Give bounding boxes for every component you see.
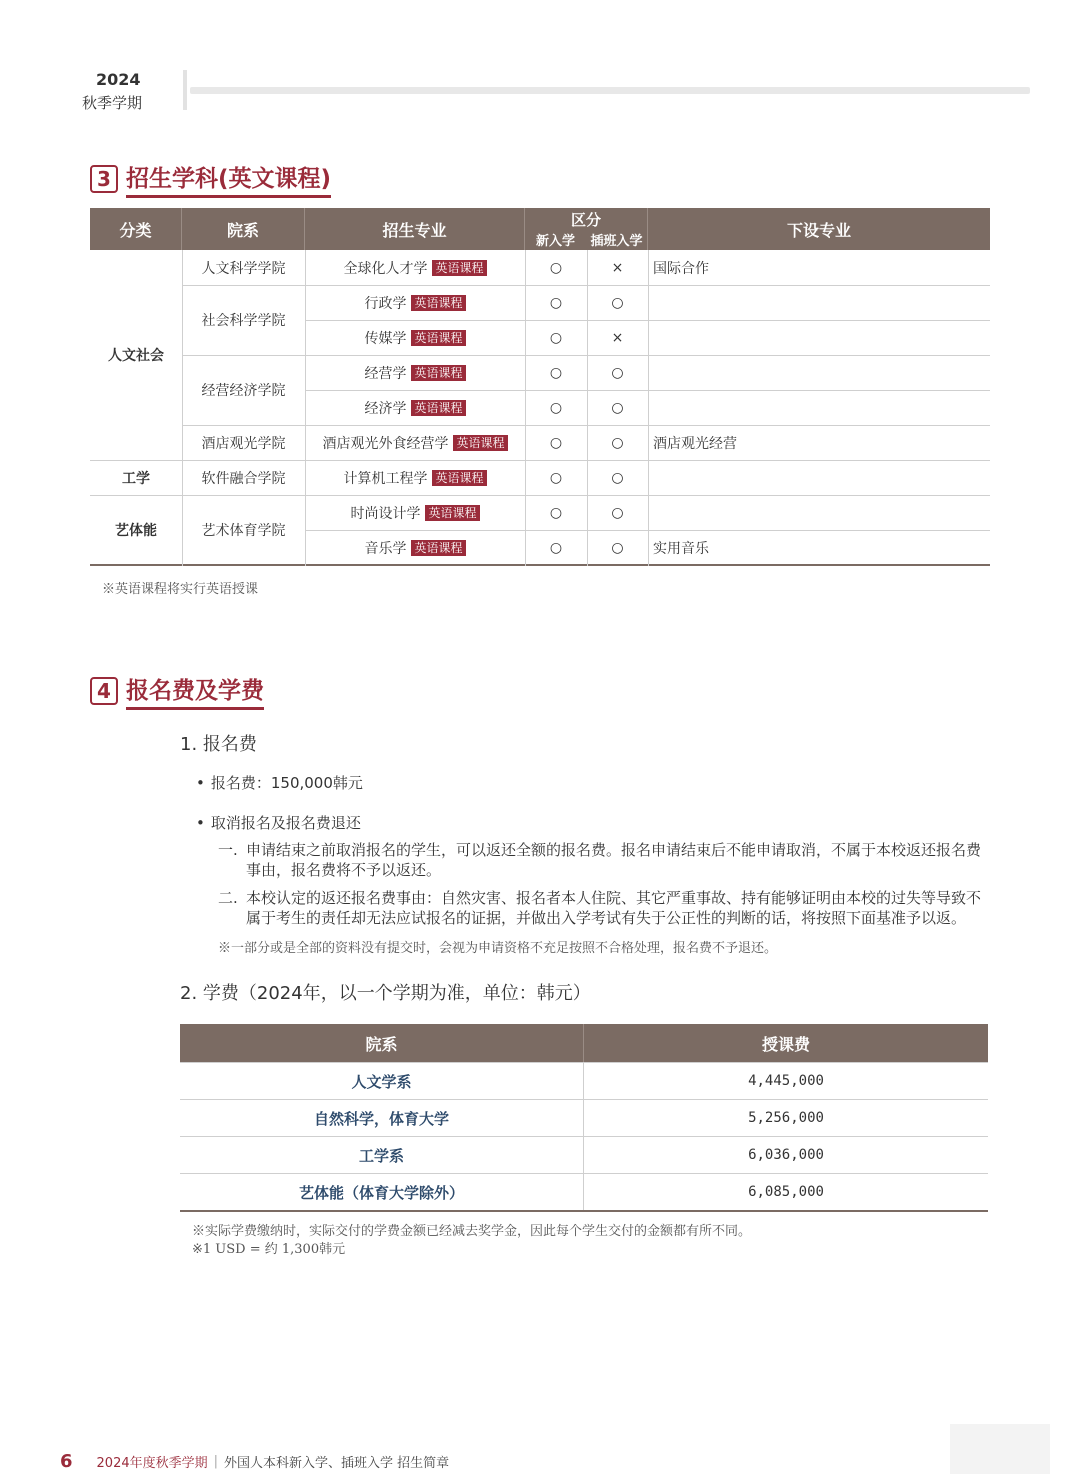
transfer-mark: ○ — [611, 434, 624, 451]
transfer-mark: ○ — [611, 539, 624, 556]
col-header-major: 招生专业 — [305, 208, 525, 250]
transfer-mark: ○ — [611, 469, 624, 486]
table-row — [180, 1062, 988, 1099]
transfer-mark: ○ — [611, 504, 624, 521]
dept-humanities-college: 人文科学学院 — [201, 260, 286, 277]
header-term: 秋季学期 — [82, 94, 143, 112]
new-entry-mark: ○ — [549, 364, 563, 381]
header-divider — [183, 70, 187, 110]
paragraph-text: 申请结束之前取消报名的学生，可以返还全额的报名费。报名申请结束后不能申请取消，不属于本校返还报名费事由，报名费将不予以返还。 — [246, 841, 982, 879]
major-name: 酒店观光外食经营学 — [322, 435, 449, 452]
tuition-fee: 6,036,000 — [748, 1147, 824, 1163]
paragraph-lead: 二. — [218, 889, 238, 907]
sub-major: 国际合作 — [653, 260, 709, 277]
paragraph-text: 本校认定的返还报名费事由：自然灾害、报名者本人住院、其它严重事故、持有能够证明由本校的过失等导致不属于考生的责任却无法应试报名的证据，并做出入学考试有失于公正性的判断的话，将按照下面基准予以返。 — [246, 889, 982, 927]
new-entry-mark: ○ — [549, 294, 563, 311]
col-header-division — [525, 208, 648, 250]
tuition-col-fee: 授课费 — [761, 1034, 810, 1054]
tuition-heading: 2. 学费（2024年，以一个学期为准，单位：韩元） — [180, 983, 591, 1004]
section4-title — [90, 672, 264, 710]
tuition-dept: 艺体能（体育大学除外） — [180, 1174, 584, 1210]
major-row — [305, 390, 525, 425]
col-header-transfer: 插班入学 — [590, 234, 643, 249]
new-entry-mark: ○ — [549, 504, 563, 521]
major-name: 经济学 — [364, 400, 407, 417]
major-row — [305, 355, 525, 390]
corner-shade — [950, 1424, 1050, 1474]
major-row — [305, 460, 525, 495]
major-name: 时尚设计学 — [350, 505, 421, 522]
major-name: 行政学 — [364, 295, 407, 312]
tuition-dept: 自然科学，体育大学 — [180, 1100, 584, 1136]
tuition-fee: 4,445,000 — [748, 1073, 824, 1089]
scholarship-note: ※实际学费缴纳时，实际交付的学费金额已经减去奖学金，因此每个学生交付的金额都有所不同。 — [192, 1224, 752, 1239]
tuition-table-header — [180, 1024, 988, 1062]
transfer-mark: × — [611, 329, 624, 346]
footer-separator: | — [213, 1454, 219, 1469]
major-row — [305, 425, 525, 460]
major-name: 全球化人才学 — [343, 260, 428, 277]
majors-table-header — [90, 208, 990, 250]
col-header-category: 分类 — [90, 208, 182, 250]
table-row — [180, 1173, 988, 1210]
table-row — [180, 1099, 988, 1136]
tuition-notes — [192, 1223, 751, 1259]
transfer-mark: ○ — [611, 364, 624, 381]
major-name: 音乐学 — [364, 540, 407, 557]
english-course-tag: 英语课程 — [453, 435, 507, 451]
english-course-tag: 英语课程 — [425, 505, 479, 521]
major-name: 计算机工程学 — [343, 470, 428, 487]
col-header-dept: 院系 — [182, 208, 305, 250]
english-course-tag: 英语课程 — [432, 470, 486, 486]
major-row — [305, 320, 525, 355]
section3-number: 3 — [90, 165, 118, 193]
new-entry-mark: ○ — [549, 259, 563, 276]
category-engineering: 工学 — [122, 470, 150, 487]
dept-software-college: 软件融合学院 — [201, 470, 286, 487]
dept-hotel-tourism-college: 酒店观光学院 — [201, 435, 286, 452]
dept-social-science-college: 社会科学学院 — [201, 313, 286, 329]
table-row — [180, 1136, 988, 1173]
major-row — [305, 495, 525, 530]
refund-heading: • 取消报名及报名费退还 — [196, 812, 361, 833]
transfer-mark: ○ — [611, 399, 624, 416]
category-humanities: 人文社会 — [108, 348, 164, 364]
tuition-table — [180, 1024, 988, 1212]
refund-paragraph-2 — [218, 888, 998, 928]
application-fee-amount: • 报名费：150,000韩元 — [196, 772, 363, 793]
col-header-new-entry: 新入学 — [535, 234, 575, 249]
majors-table — [90, 208, 990, 566]
english-course-tag: 英语课程 — [411, 540, 465, 556]
header-year: 2024 — [96, 70, 141, 89]
english-course-tag: 英语课程 — [411, 295, 465, 311]
major-row — [305, 250, 525, 285]
english-course-tag: 英语课程 — [411, 330, 465, 346]
major-name: 传媒学 — [364, 330, 407, 347]
section4-title-text: 报名费及学费 — [126, 672, 264, 710]
section3-title-text: 招生学科(英文课程) — [126, 160, 331, 198]
major-row — [305, 285, 525, 320]
major-name: 经营学 — [364, 365, 407, 382]
footer-title: 外国人本科新入学、插班入学 招生简章 — [224, 1456, 450, 1471]
application-fee-heading: 1. 报名费 — [180, 734, 257, 755]
paragraph-lead: 一. — [218, 841, 238, 859]
page-number: 6 — [60, 1451, 73, 1472]
tuition-col-dept: 院系 — [180, 1024, 584, 1062]
footer-term: 2024年度秋季学期 — [96, 1456, 208, 1471]
documents-note: ※一部分或是全部的资料没有提交时，会视为申请资格不充足按照不合格处理，报名费不予退还。 — [218, 941, 778, 956]
tuition-fee: 6,085,000 — [748, 1184, 824, 1200]
majors-table-body — [90, 250, 990, 566]
major-row — [305, 530, 525, 565]
transfer-mark: × — [611, 259, 624, 276]
new-entry-mark: ○ — [549, 434, 563, 451]
tuition-dept: 工学系 — [180, 1137, 584, 1173]
col-header-division-label: 区分 — [570, 211, 601, 229]
sub-major: 实用音乐 — [653, 540, 709, 557]
refund-paragraph-1 — [218, 840, 998, 880]
transfer-mark: ○ — [611, 294, 624, 311]
english-course-tag: 英语课程 — [432, 260, 486, 276]
dept-arts-sports-college: 艺术体育学院 — [201, 523, 286, 539]
page-footer — [60, 1451, 449, 1472]
tuition-fee: 5,256,000 — [748, 1110, 824, 1126]
exchange-rate-note: ※1 USD = 约 1,300韩元 — [192, 1242, 346, 1257]
tuition-dept: 人文学系 — [180, 1063, 584, 1099]
header-rule — [190, 87, 1030, 94]
new-entry-mark: ○ — [549, 399, 563, 416]
new-entry-mark: ○ — [549, 469, 563, 486]
category-arts: 艺体能 — [115, 523, 157, 539]
section3-title — [90, 160, 331, 198]
sub-major: 酒店观光经营 — [653, 435, 737, 452]
dept-business-economics-college: 经营经济学院 — [201, 383, 286, 399]
col-header-sub-major: 下设专业 — [786, 220, 851, 240]
english-course-tag: 英语课程 — [411, 365, 465, 381]
english-course-note: ※英语课程将实行英语授课 — [102, 582, 259, 597]
section4-number: 4 — [90, 677, 118, 705]
new-entry-mark: ○ — [549, 539, 563, 556]
english-course-tag: 英语课程 — [411, 400, 465, 416]
new-entry-mark: ○ — [549, 329, 563, 346]
